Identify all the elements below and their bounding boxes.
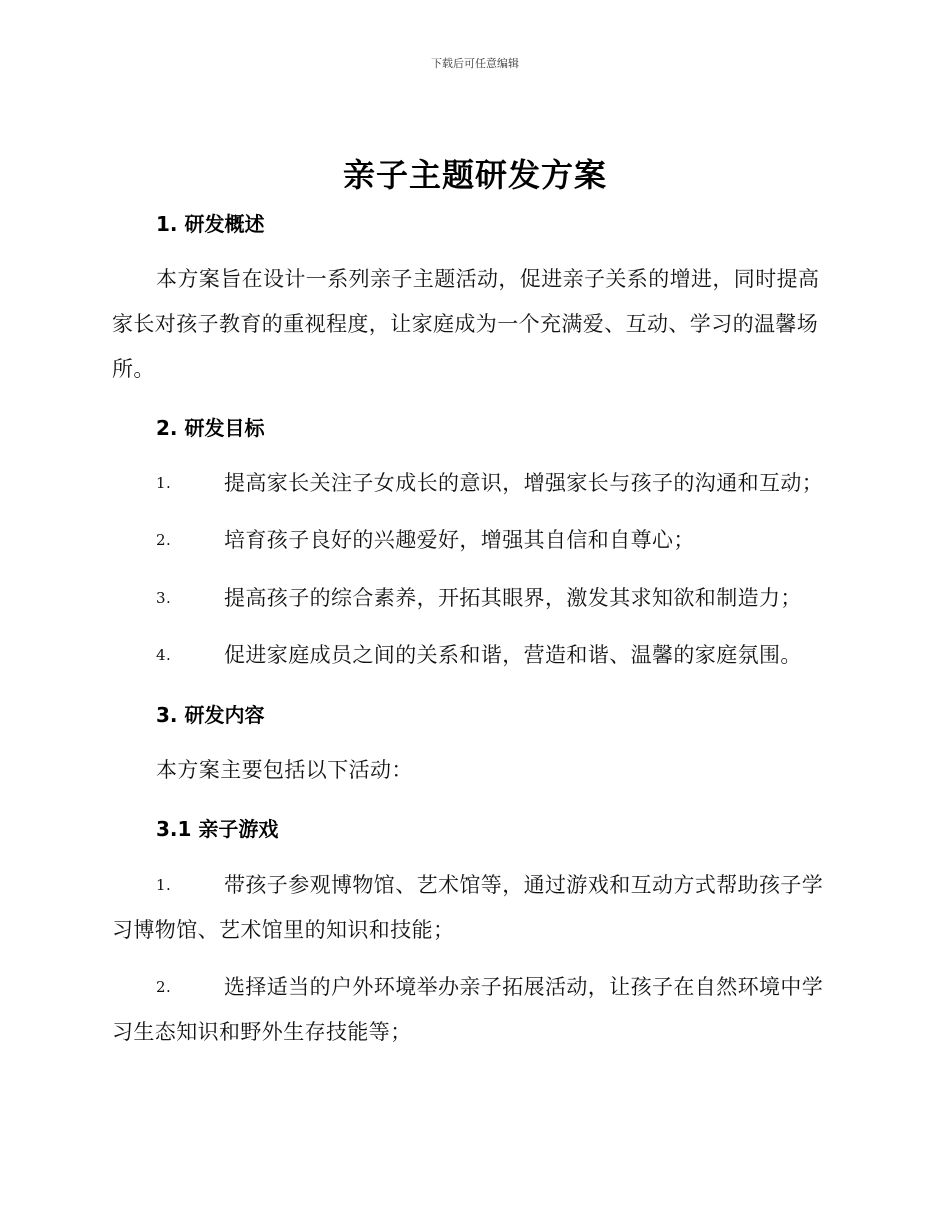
section-heading-overview: 1. 研发概述 [156, 212, 265, 236]
list-item-text: 带孩子参观博物馆、艺术馆等，通过游戏和互动方式帮助孩子学习博物馆、艺术馆里的知识和技能； [112, 873, 824, 942]
list-item-text: 提高孩子的综合素养，开拓其眼界，激发其求知欲和制造力； [224, 586, 802, 610]
list-number: 1. [156, 876, 172, 894]
list-item-text: 促进家庭成员之间的关系和谐，营造和谐、温馨的家庭氛围。 [224, 643, 802, 667]
list-item [112, 965, 840, 1055]
list-item-text: 提高家长关注子女成长的意识，增强家长与孩子的沟通和互动； [224, 471, 824, 495]
list-number: 3. [156, 589, 172, 607]
list-number: 1. [156, 474, 172, 492]
list-number: 2. [156, 978, 172, 996]
list-number: 2. [156, 531, 172, 549]
overview-paragraph: 本方案旨在设计一系列亲子主题活动，促进亲子关系的增进，同时提高家长对孩子教育的重视程度，让家庭成为一个充满爱、互动、学习的温馨场所。 [112, 267, 820, 381]
list-item [112, 576, 840, 621]
header-note: 下载后可任意编辑 [431, 57, 519, 70]
section-heading-goals: 2. 研发目标 [156, 416, 265, 440]
content-intro: 本方案主要包括以下活动： [156, 758, 413, 782]
list-number: 4. [156, 646, 172, 664]
document-title: 亲子主题研发方案 [342, 156, 607, 194]
section-heading-content: 3. 研发内容 [156, 703, 265, 727]
list-item [112, 461, 840, 506]
list-item [112, 518, 840, 563]
list-item-text: 选择适当的户外环境举办亲子拓展活动，让孩子在自然环境中学习生态知识和野外生存技能等； [112, 975, 824, 1044]
subsection-heading-games: 3.1 亲子游戏 [156, 817, 279, 841]
list-item-text: 培育孩子良好的兴趣爱好，增强其自信和自尊心； [224, 528, 695, 552]
list-item [112, 633, 840, 678]
list-item [112, 863, 840, 953]
